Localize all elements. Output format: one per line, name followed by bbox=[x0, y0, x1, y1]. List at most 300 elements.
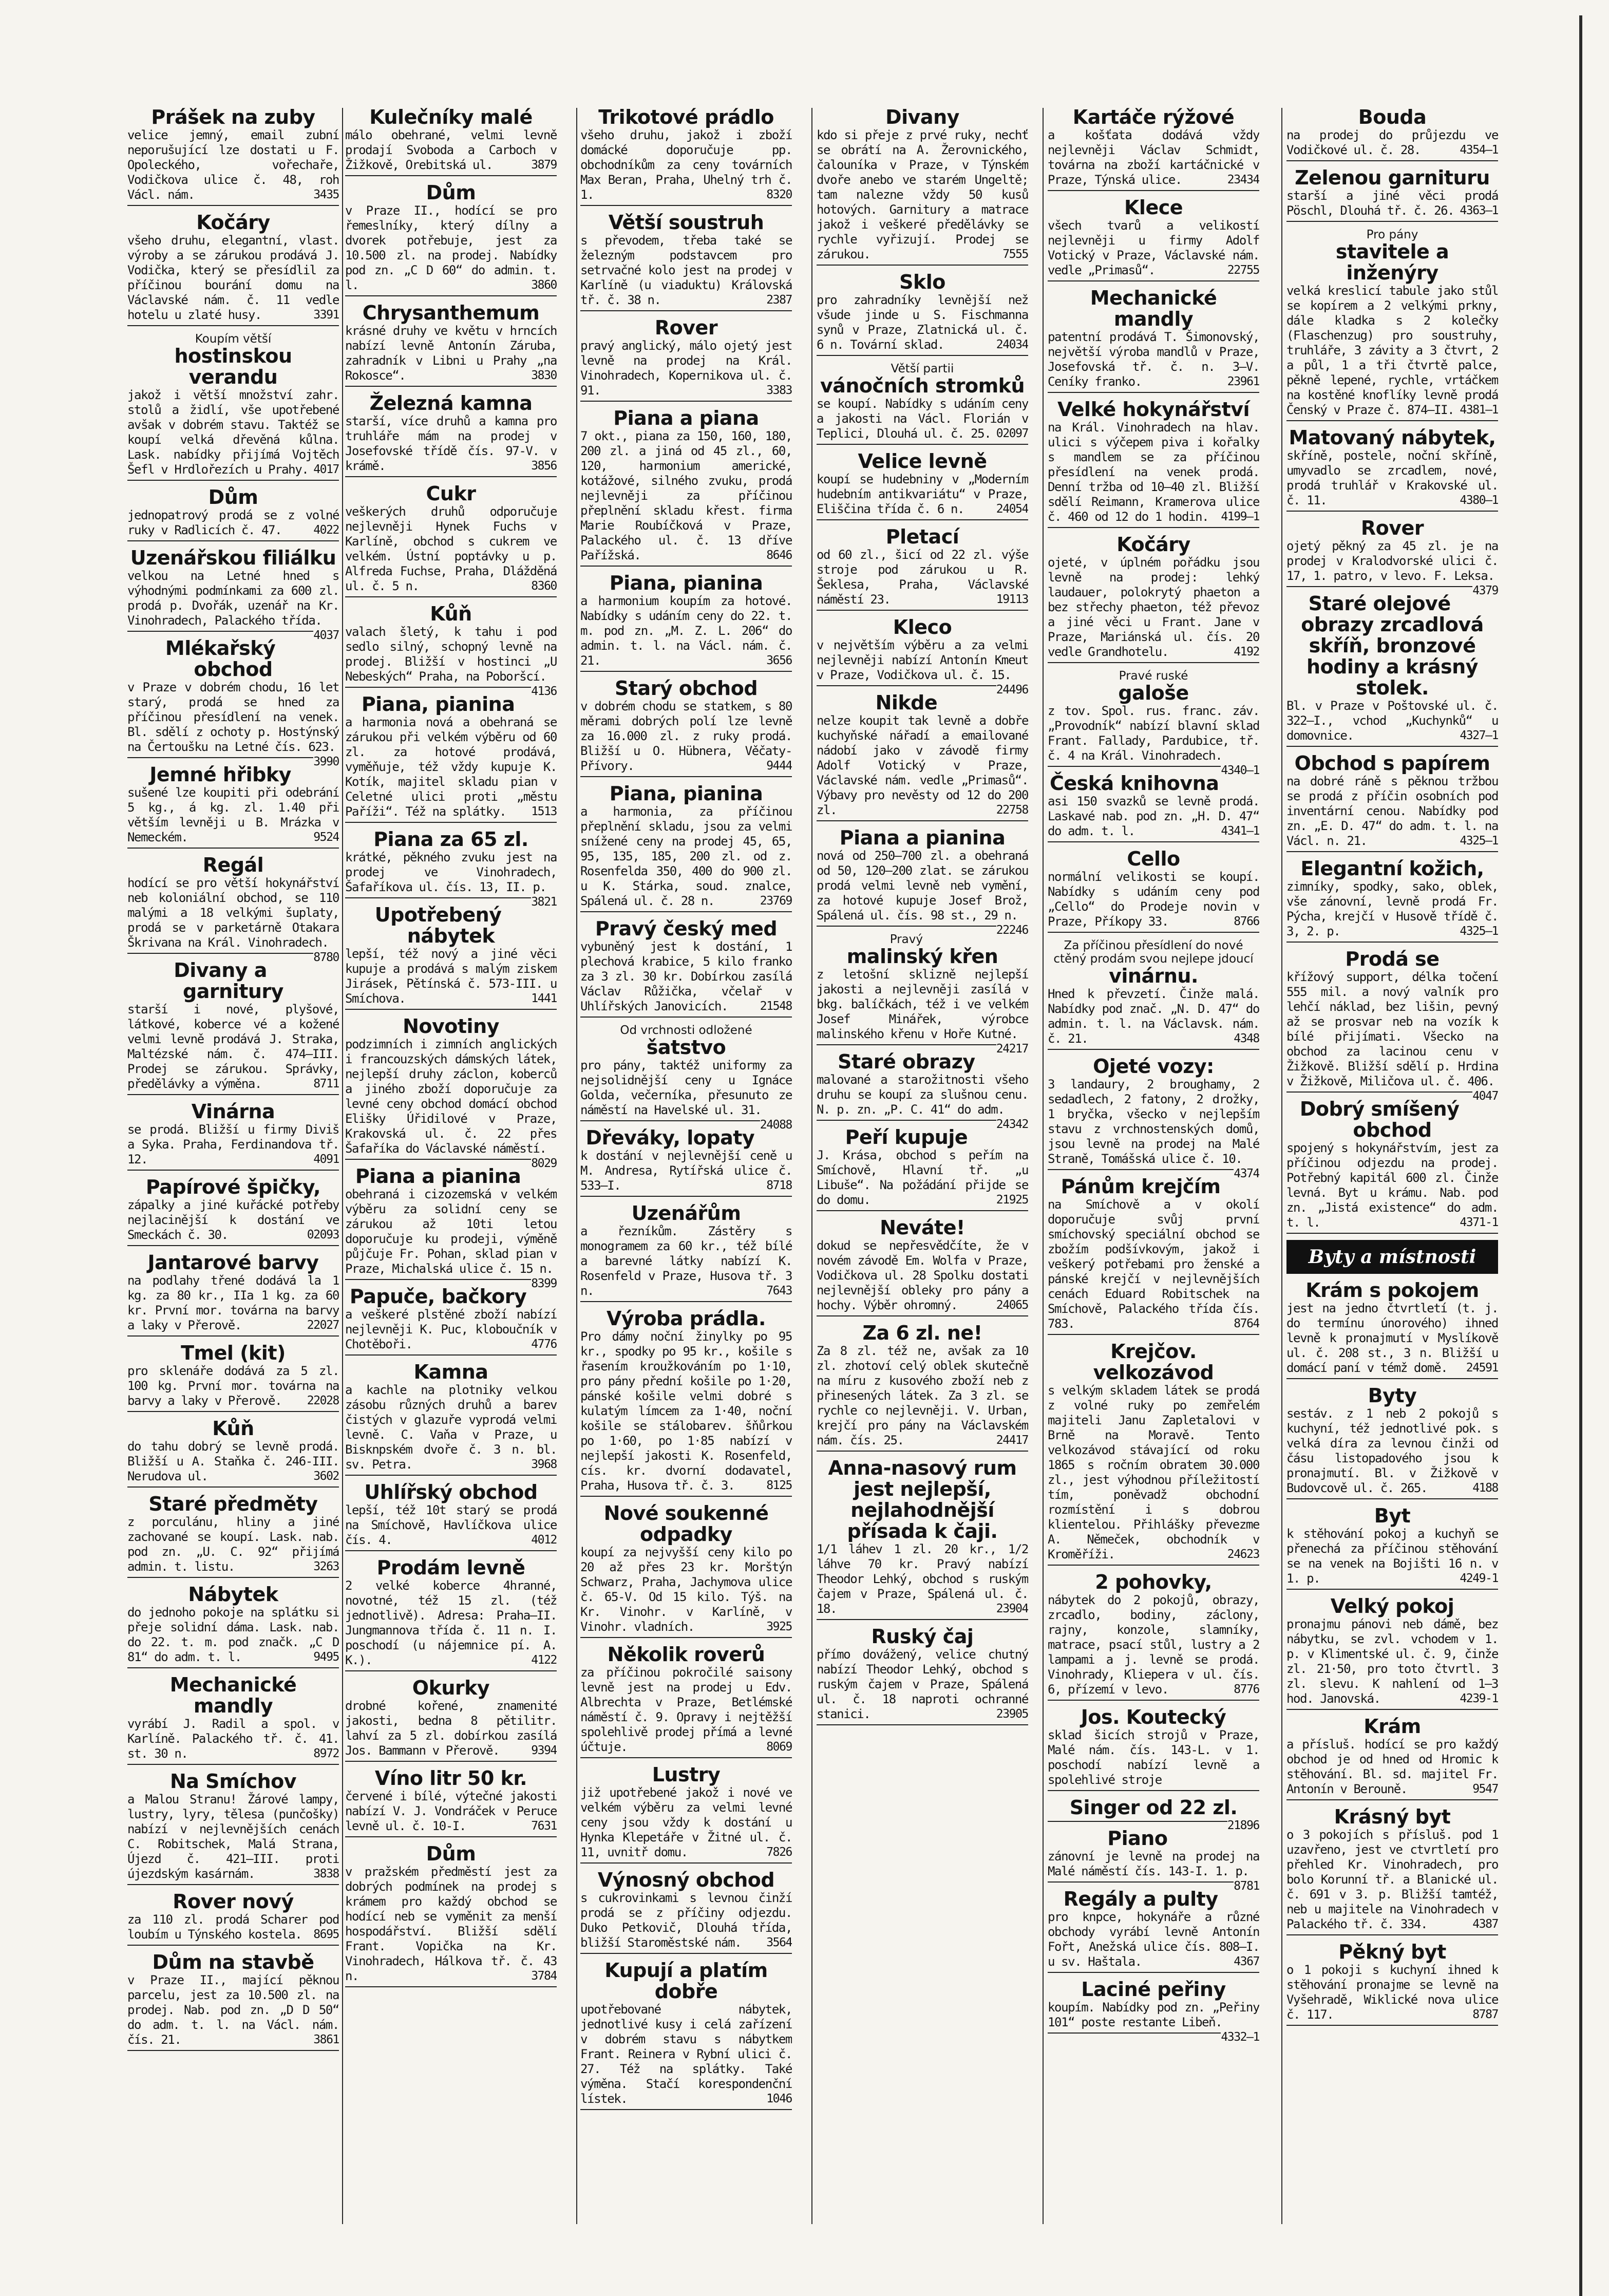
ad-separator bbox=[127, 757, 313, 758]
ad-number: 22755 bbox=[1227, 264, 1259, 277]
ad-text: koupím. Nabídky pod zn. „Peřiny 101“ poste restante Libeň. bbox=[1048, 2000, 1259, 2029]
ad-separator bbox=[345, 1475, 557, 1476]
ad-number: 24342 bbox=[996, 1118, 1028, 1131]
ad-separator bbox=[817, 685, 996, 686]
ad-text: pro pány, taktéž uniformy za nejsolidnější ceny u Ignáce Golda, večerníka, přesunuto ze náměstí na Havelské ul. 31. bbox=[580, 1058, 792, 1117]
ad-text: v největším výběru a za velmi nejlevněji nabízí Antonín Kmeut v Praze, Vodičkova ul. č. 15. bbox=[817, 638, 1028, 682]
ad-title: Prodám levně bbox=[376, 1556, 525, 1579]
ad-title: Neváte! bbox=[880, 1216, 965, 1239]
column-rule bbox=[576, 108, 577, 2224]
classified-ad bbox=[345, 905, 557, 1010]
ad-title: Uzenářskou filiálku bbox=[130, 547, 336, 569]
ad-body bbox=[345, 203, 557, 293]
ad-body bbox=[817, 472, 1028, 517]
ad-number: 4341—1 bbox=[1221, 824, 1259, 838]
ad-text: pravý anglický, málo ojetý jest levně na prodej na Král. Vinohradech, Kopernikova ul. č. 91. bbox=[580, 338, 792, 398]
ad-separator bbox=[1286, 1799, 1498, 1800]
ad-body bbox=[580, 1545, 792, 1634]
ad-text: zápalky a jiné kuřácké potřeby nejlacinější k dostání ve Smeckách č. 30. bbox=[127, 1198, 339, 1242]
ad-body bbox=[345, 504, 557, 594]
ad-title: Nové soukenné odpadky bbox=[603, 1502, 769, 1546]
ad-separator bbox=[127, 1411, 339, 1412]
ad-number: 8646 bbox=[766, 549, 792, 562]
ad-body bbox=[345, 715, 557, 819]
ad-body bbox=[345, 625, 557, 698]
ad-separator bbox=[345, 596, 557, 597]
classified-ad bbox=[580, 1308, 792, 1497]
ad-kicker: Pro pány bbox=[1366, 228, 1418, 241]
classified-ad bbox=[817, 107, 1028, 266]
ad-separator bbox=[127, 631, 313, 632]
ad-separator bbox=[580, 1862, 792, 1864]
ad-title: Byty bbox=[1368, 1384, 1417, 1407]
ad-kicker: Za příčinou přesídlení do nové ctěný prodám svou nejlepe jdoucí bbox=[1053, 939, 1254, 966]
classified-ad bbox=[1286, 858, 1498, 943]
classified-ad bbox=[580, 678, 792, 777]
ad-number: 3856 bbox=[531, 459, 557, 473]
ad-text: z porculánu, hliny a jiné zachované se koupí. Lask. nab. pod zn. „U. C. 92“ přijímá admin. t. listu. bbox=[127, 1515, 339, 1574]
ad-text: červené i bílé, výtečné jakosti nabízí V. J. Vondráček v Peruce levně ul. č. 10-I. bbox=[345, 1789, 557, 1833]
classified-ad bbox=[1286, 1806, 1498, 1935]
ad-separator bbox=[345, 822, 557, 823]
ad-separator bbox=[1286, 746, 1498, 747]
classified-ad bbox=[1286, 1942, 1498, 2026]
column-rule bbox=[811, 108, 812, 2224]
ad-kicker: Větší partii bbox=[891, 362, 954, 375]
ad-title: Staré obrazy bbox=[838, 1050, 975, 1073]
ad-text: podzimních i zimních anglických i francouzských dámských látek, nejlepší druhy záclon, koberců a jiného zboží doporučuje za levné ceny obchod domácí obchod Elišky Úřidilové v Praze, Krakovská ul. č. 22 přes Šafaříka do Václavské náměstí. bbox=[345, 1037, 557, 1156]
classified-ad bbox=[1048, 669, 1259, 777]
ad-separator bbox=[1048, 392, 1259, 393]
classified-ad bbox=[345, 603, 557, 698]
ad-title: Výroba prádla. bbox=[607, 1307, 766, 1330]
ad-title: Jos. Koutecký bbox=[1081, 1706, 1226, 1728]
ad-title: Piana, pianina bbox=[609, 572, 763, 594]
ad-body bbox=[1048, 1849, 1259, 1893]
ad-separator bbox=[1048, 1972, 1259, 1973]
ad-number: 8399 bbox=[531, 1277, 557, 1290]
ad-text: a harmonium koupím za hotové. Nabídky s udáním ceny do 22. t. m. pod zn. „M. Z. L. 206“ do admin. t. l. na Václ. nám. č. 21. bbox=[580, 594, 792, 668]
ad-body bbox=[127, 785, 339, 845]
ad-separator bbox=[127, 1245, 339, 1246]
ad-body bbox=[127, 876, 339, 964]
ad-number: 22758 bbox=[996, 803, 1028, 817]
ad-body bbox=[1286, 128, 1498, 158]
ad-title: Zelenou garnituru bbox=[1295, 166, 1490, 189]
ad-text: a řezníkům. Zástěry s monogramem za 60 kr., též bílé a barevné látky nabízí K. Rosenfeld v Praze, Husova tř. 3 n. bbox=[580, 1224, 792, 1298]
ad-body bbox=[1048, 1910, 1259, 1969]
ad-separator bbox=[817, 1315, 1028, 1316]
ad-separator bbox=[1286, 1091, 1472, 1093]
ad-title: Cukr bbox=[426, 482, 476, 505]
ad-title: Anna-nasový rum jest nejlepší, nejlahodnější přísada k čaji. bbox=[828, 1457, 1017, 1542]
ad-number: 4188 bbox=[1472, 1481, 1498, 1495]
ad-separator bbox=[1286, 1589, 1498, 1590]
ad-body bbox=[1048, 704, 1259, 777]
ad-text: a veškeré plstěné zboží nabízí nejlevněji K. Puc, kloboučník v Chotěboři. bbox=[345, 1307, 557, 1351]
ad-title: Cello bbox=[1127, 848, 1180, 870]
ad-body bbox=[1286, 539, 1498, 597]
ad-number: 02097 bbox=[996, 427, 1028, 440]
ad-separator bbox=[817, 1724, 1028, 1725]
ad-separator bbox=[127, 1486, 339, 1488]
classified-ad bbox=[1286, 1099, 1498, 1234]
ad-number: 4249-1 bbox=[1460, 1572, 1498, 1585]
ad-text: sestáv. z 1 neb 2 pokojů s kuchyní, též jednotlivé pok. s velká díra za levnou činži od čásu listopadového jsou k pronajmutí. Bl. v Žižkově v Budovcově ul. č. 265. bbox=[1286, 1406, 1498, 1495]
classified-ad bbox=[1286, 107, 1498, 161]
ad-title: Krám bbox=[1364, 1715, 1421, 1738]
ad-separator bbox=[1286, 221, 1498, 222]
ad-title: Větší soustruh bbox=[608, 211, 764, 234]
ad-body bbox=[345, 1503, 557, 1548]
ad-title: Regál bbox=[202, 854, 264, 876]
classified-ad bbox=[127, 1494, 339, 1578]
classified-ad bbox=[1286, 593, 1498, 747]
ad-body bbox=[1048, 420, 1259, 524]
ad-body bbox=[817, 128, 1028, 262]
ad-separator bbox=[1048, 1700, 1259, 1701]
ad-title: Mlékařský obchod bbox=[165, 637, 276, 681]
ad-number: 21548 bbox=[760, 1000, 792, 1013]
ad-text: asi 150 svazků se levně prodá. Laskavé nab. pod zn. „H. D. 47“ do adm. t. l. bbox=[1048, 794, 1259, 838]
ad-text: starší i nové, plyšové, látkové, koberce vé a kožené velmi levně prodává J. Straka, Maltézské nám. č. 474—III. Prodej se zárukou. Správky, předělávky a výměna. bbox=[127, 1002, 339, 1091]
ad-separator bbox=[1286, 586, 1472, 587]
classified-ad bbox=[1048, 197, 1259, 281]
ad-separator bbox=[345, 1159, 531, 1160]
classified-ad bbox=[580, 408, 792, 567]
ad-text: o 1 pokoji s kuchyní ihned k stěhování pronajme se levně na Vyšehradě, Wiklické nova ulice č. 117. bbox=[1286, 1963, 1498, 2022]
ad-title: Pravý český med bbox=[595, 917, 778, 940]
ad-separator bbox=[1286, 511, 1498, 512]
ad-title: Dům bbox=[208, 486, 258, 509]
ad-text: hodící se pro větší hokynářství neb koloniální obchod, se 110 malými a 18 velkými šuplaty, prodá se v parketárně Otakara Škrivana na Král. Vinohradech. bbox=[127, 876, 339, 950]
ad-body bbox=[1286, 879, 1498, 939]
ad-text: a kachle na plotniky velkou zásobu různých druhů a barev čistých v glazuře vyprodá velmi levně. C. Vaňa v Praze, u Bisknpském dvoře č. 3 n. bl. sv. Petra. bbox=[345, 1383, 557, 1472]
ad-body bbox=[580, 1224, 792, 1298]
ad-title: Ruský čaj bbox=[871, 1625, 974, 1648]
ad-number: 4332—1 bbox=[1221, 2030, 1259, 2044]
ad-text: drobné kořené, znamenité jakosti, bedna 8 pětilitr. lahví za 5 zl. dobírkou zasílá Jos. Bammann v Přerově. bbox=[345, 1699, 557, 1758]
classified-ad bbox=[1048, 939, 1259, 1050]
classified-ad bbox=[580, 1960, 792, 2110]
classified-ad bbox=[817, 526, 1028, 611]
ad-body bbox=[345, 1187, 557, 1290]
ad-number: 4354—1 bbox=[1460, 143, 1498, 157]
classified-ad bbox=[817, 1127, 1028, 1211]
ad-number: 1046 bbox=[766, 2092, 792, 2105]
ad-number: 8776 bbox=[1234, 1683, 1259, 1696]
ad-separator bbox=[580, 1757, 792, 1758]
ad-body bbox=[127, 1973, 339, 2047]
classified-ad bbox=[345, 1678, 557, 1762]
ad-body bbox=[1048, 794, 1259, 839]
ad-title: Staré předměty bbox=[148, 1493, 318, 1515]
ad-number: 22246 bbox=[996, 924, 1028, 937]
ad-separator bbox=[127, 480, 339, 481]
ad-number: 4374 bbox=[1234, 1167, 1259, 1180]
ad-title: Kočáry bbox=[1116, 533, 1190, 556]
ad-title: Upotřebený nábytek bbox=[374, 904, 502, 947]
classified-ad bbox=[1048, 1827, 1259, 1893]
ad-title: Pánům krejčím bbox=[1061, 1175, 1221, 1198]
classified-ad bbox=[1048, 1707, 1259, 1791]
classified-ad bbox=[817, 1217, 1028, 1316]
ad-separator bbox=[345, 476, 557, 477]
classified-ad bbox=[127, 637, 339, 768]
ad-separator bbox=[127, 540, 339, 541]
ad-number: 8069 bbox=[766, 1740, 792, 1754]
ad-text: velice jemný, email zubní neporušující lze dostati u F. Opoleckého, vořechaře, Vodičkova ulice č. 48, roh Václ. nám. bbox=[127, 128, 339, 202]
ad-title: Staré olejové obrazy zrcadlová skříň, bronzové hodiny a krásný stolek. bbox=[1301, 592, 1484, 699]
ad-separator bbox=[1048, 841, 1259, 842]
ad-number: 4192 bbox=[1234, 645, 1259, 658]
ad-text: jakož i větší množství zahr. stolů a židlí, vše upotřebené avšak v dobrém stavu. Taktéž se koupí velká dřevěná kůlna. Lask. nabídky přijímá Vojtěch Šefl v Hrdlořezích u Prahy. bbox=[127, 388, 339, 477]
column-2 bbox=[345, 107, 557, 2228]
ad-body bbox=[345, 1307, 557, 1352]
ad-body bbox=[817, 1542, 1028, 1616]
classified-ad bbox=[345, 1843, 557, 1987]
classified-ad bbox=[817, 1050, 1028, 1131]
ad-title: Dům bbox=[426, 181, 476, 204]
ad-number: 9394 bbox=[531, 1744, 557, 1757]
ad-title: Piana a pianina bbox=[839, 826, 1006, 849]
ad-number: 8718 bbox=[766, 1179, 792, 1192]
ad-separator bbox=[817, 1210, 1028, 1211]
ad-number: 23961 bbox=[1227, 375, 1259, 388]
ad-separator bbox=[127, 2050, 339, 2051]
ad-number: 4387 bbox=[1472, 1917, 1498, 1931]
ad-body bbox=[1048, 987, 1259, 1046]
ad-number: 4199—1 bbox=[1221, 510, 1259, 523]
ad-body bbox=[580, 1665, 792, 1755]
classified-ad bbox=[345, 483, 557, 597]
ad-separator bbox=[1048, 662, 1259, 663]
ad-separator bbox=[345, 1670, 557, 1671]
column-rule bbox=[1281, 108, 1282, 2224]
ad-number: 21925 bbox=[996, 1193, 1028, 1207]
classified-ad bbox=[580, 1503, 792, 1638]
ad-separator bbox=[345, 1761, 557, 1762]
classified-ad bbox=[580, 1127, 792, 1197]
ad-text: nábytek do 2 pokojů, obrazy, zrcadlo, bodiny, záclony, rajny, konzole, slamníky, matrace, psací stůl, lustry a 2 lampami a j. levně se prodá. Vinohrady, Kliepera v ul. čís. 6, přízemí v levo. bbox=[1048, 1593, 1259, 1697]
ad-number: 4239-1 bbox=[1460, 1692, 1498, 1705]
classified-ad bbox=[580, 783, 792, 912]
ad-body bbox=[127, 128, 339, 202]
classified-ad bbox=[127, 1952, 339, 2051]
classified-ad bbox=[580, 1764, 792, 1864]
ad-number: 3968 bbox=[531, 1458, 557, 1471]
ad-separator bbox=[1048, 2032, 1221, 2034]
ad-text: starší, více druhů a kamna pro truhláře mám na prodej v Josefovské třídě čís. 97-V. v krámě. bbox=[345, 414, 557, 473]
ad-text: pro knpce, hokynáře a různé obchody vyrábí levně Antonín Fořt, Anežská ulice čís. 808—I. u sv. Haštala. bbox=[1048, 1910, 1259, 1969]
ad-text: v Praze II., hodící se pro řemeslníky, který dílny a dvorek potřebuje, jest za 10.500 zl. na prodej. Nabídky pod zn. „C D 60“ do admin. t. l. bbox=[345, 203, 557, 292]
ad-text: z letošní sklizně nejlepší jakosti a nejlevněji zasílá v bkg. balíčkách, též i ve velkém Josef Minářek, výrobce malinského křenu v Hoře Kutné. bbox=[817, 967, 1028, 1041]
ad-body bbox=[580, 2002, 792, 2106]
ad-text: spojený s hokynářstvím, jest za příčinou odjezdu na prodej. Potřebný kapitál 600 zl. Činže levná. Byt u krámu. Nab. pod zn. „Jistá existence“ do adm. t. l. bbox=[1286, 1141, 1498, 1230]
ad-text: o 3 pokojích s přísluš. pod 1 uzavřeno, jest ve ctvrtletí pro přehled Kr. Vinohradech, pro bolo Korunní tř. a Blanické ul. č. 691 v 3. p. Bližší tamtéž, neb u majitele na Vinohradech v Palackého tř. č. 334. bbox=[1286, 1828, 1498, 1931]
ad-separator bbox=[817, 444, 1028, 445]
ad-title: Piana a pianina bbox=[355, 1165, 521, 1188]
ad-body bbox=[345, 1578, 557, 1668]
classified-ad bbox=[1286, 1716, 1498, 1800]
ad-body bbox=[580, 1891, 792, 1950]
ad-title: Piana a piana bbox=[613, 407, 759, 429]
classified-ad bbox=[345, 1768, 557, 1837]
ad-separator bbox=[345, 1009, 557, 1010]
ad-body bbox=[1048, 2000, 1259, 2044]
ad-body bbox=[127, 1912, 339, 1942]
ad-title: Víno litr 50 kr. bbox=[374, 1767, 527, 1790]
ad-text: veškerých druhů odporučuje nejlevněji Hynek Fuchs v Karlíně, obchod s cukrem ve velkém. Ústní poptávky u p. Alfreda Fuchse, Praha, Dlážděná ul. č. 5 n. bbox=[345, 504, 557, 593]
ad-number: 4325—1 bbox=[1460, 925, 1498, 938]
ad-body bbox=[1048, 555, 1259, 660]
classified-ad bbox=[1286, 1596, 1498, 1710]
ad-title: Nikde bbox=[875, 691, 938, 714]
ad-separator bbox=[127, 1764, 339, 1765]
ad-body bbox=[817, 1647, 1028, 1722]
ad-number: 24591 bbox=[1466, 1361, 1498, 1375]
ad-separator bbox=[1286, 942, 1498, 943]
ad-body bbox=[1286, 774, 1498, 849]
classified-ad bbox=[345, 1557, 557, 1671]
ad-title: Papírové špičky, bbox=[145, 1176, 321, 1198]
ad-title: vánočních stromků bbox=[820, 374, 1025, 397]
ad-text: dokud se nepřesvědčíte, že v novém závodě Em. Wolfa v Praze, Vodičkova ul. 28 Spolku dostati nejlevnější obleky pro pány a hochy. Výběr ohromný. bbox=[817, 1238, 1028, 1312]
ad-title: galoše bbox=[1118, 682, 1189, 704]
ad-text: zánovní je levně na prodej na Malé náměstí čís. 143-I. 1. p. bbox=[1048, 1849, 1259, 1878]
ad-number: 24623 bbox=[1227, 1548, 1259, 1561]
classified-ad bbox=[580, 212, 792, 311]
ad-separator bbox=[1048, 1169, 1234, 1170]
ad-title: Piana za 65 zl. bbox=[373, 828, 528, 851]
ad-separator bbox=[580, 1017, 792, 1018]
ad-title: Jantarové barvy bbox=[147, 1251, 319, 1274]
classified-ad bbox=[127, 487, 339, 541]
ad-title: Česká knihovna bbox=[1049, 772, 1219, 795]
ad-separator bbox=[817, 1120, 996, 1121]
ad-separator bbox=[580, 1637, 792, 1638]
classified-ad bbox=[127, 1584, 339, 1668]
ad-separator bbox=[817, 1619, 1028, 1620]
ad-title: Velice levně bbox=[858, 450, 987, 473]
classified-ad bbox=[127, 1252, 339, 1337]
ad-kicker: Od vrchnosti odložené bbox=[620, 1024, 752, 1037]
ad-text: a harmonia nová a obehraná se zárukou při velkém výběru od 60 zl. za hotové prodává, vyměňuje, též vždy kupuje K. Kotík, majitel skladu pian v Celetné ulici proti „městu Paříži“. Též na splátky. bbox=[345, 715, 557, 819]
classified-ad bbox=[1286, 1280, 1498, 1379]
ad-body bbox=[817, 1238, 1028, 1313]
ad-title: Dobrý smíšený obchod bbox=[1299, 1098, 1460, 1141]
ad-text: s cukrovinkami s levnou činží prodá se z příčiny odjezdu. Duko Petkovič, Dlouhá třída, bližší Staroměstské nám. bbox=[580, 1891, 792, 1950]
classified-ad bbox=[127, 107, 339, 206]
ad-title: Železná kamna bbox=[369, 392, 533, 415]
ad-text: velkou na Letné hned s výhodnými podmínkami za 600 zl. prodá p. Dvořák, uzenář na Kr. Vinohradech, Palackého třída. bbox=[127, 569, 339, 628]
ad-title: Ojeté vozy: bbox=[1093, 1055, 1214, 1078]
ad-text: za 110 zl. prodá Scharer pod loubím u Týnského kostela. bbox=[127, 1912, 339, 1942]
ad-body bbox=[345, 128, 557, 173]
ad-separator bbox=[127, 205, 339, 206]
classified-ad bbox=[127, 1771, 339, 1885]
ad-text: již upotřebené jakož i nové ve velkém výběru za velmi levné ceny jsou vždy k dostání u Hynka Klepetáře v Žitné ul. č. 11, uvnitř domu. bbox=[580, 1785, 792, 1859]
ad-text: 1/1 láhev 1 zl. 20 kr., 1/2 láhve 70 kr. Pravý nabízí Theodor Lehký, obchod s ruským čajem v Praze, Spálená ul. č. 18. bbox=[817, 1542, 1028, 1616]
ad-separator bbox=[345, 386, 557, 387]
ad-separator bbox=[817, 926, 996, 927]
ad-text: v pražském předměstí jest za dobrých podmínek na prodej s krámem pro každý obchod se hodící neb se vyměnit za menší hospodářství. Bližší sdělí Frant. Vopička na Kr. Vinohradech, Hálkova tř. č. 43 n. bbox=[345, 1865, 557, 1983]
ad-number: 9524 bbox=[313, 831, 339, 844]
ad-number: 3263 bbox=[313, 1560, 339, 1573]
classified-ad bbox=[1286, 753, 1498, 852]
classified-ad bbox=[127, 1101, 339, 1171]
ad-body bbox=[1286, 189, 1498, 218]
ad-number: 23904 bbox=[996, 1602, 1028, 1615]
ad-body bbox=[1048, 1077, 1259, 1180]
ad-title: Kleco bbox=[893, 616, 952, 638]
ad-body bbox=[1286, 970, 1498, 1103]
ad-text: a harmonia, za příčinou přeplnění skladu, jsou za velmi snížené ceny na prodej 45, 65, 95, 135, 185, 200 zl. od z. Rosenfelda 350, 400 do 900 zl. u K. Stárka, soud. znalce, Spálená ul. č. 28 n. bbox=[580, 804, 792, 908]
page-edge bbox=[1579, 15, 1582, 2296]
ad-number: 22027 bbox=[307, 1319, 339, 1332]
classified-ad bbox=[127, 212, 339, 326]
ad-kicker: Pravé ruské bbox=[1119, 669, 1188, 683]
classified-ad bbox=[345, 1482, 557, 1551]
ad-body bbox=[127, 1717, 339, 1761]
ad-title: Dřeváky, lopaty bbox=[585, 1126, 755, 1149]
ad-text: s převodem, třeba také se železným podstavcem pro setrvačné kolo jest na prodej v Karlíně (u viaduktu) Královská tř. č. 38 n. bbox=[580, 233, 792, 307]
ad-separator bbox=[1286, 1233, 1498, 1234]
ad-number: 8029 bbox=[531, 1157, 557, 1170]
ad-body bbox=[1286, 284, 1498, 418]
ad-separator bbox=[127, 1094, 339, 1095]
ad-separator bbox=[345, 1836, 557, 1837]
ad-text: na Král. Vinohradech na hlav. ulici s výčepem piva i kořalky s mandlem se za příčinou přesídlení na venek prodá. Denní tržba od 10—40 zl. Bližší sdělí Reimann, Kramerova ulice č. 460 od 12 do 1 hodin. bbox=[1048, 420, 1259, 524]
ad-separator bbox=[127, 1170, 339, 1171]
ad-number: 3383 bbox=[766, 384, 792, 397]
ad-text: ojetý pěkný za 45 zl. je na prodej v Kralodvorské ulici č. 17, 1. patro, v levo. F. Leksa. bbox=[1286, 539, 1498, 583]
ad-text: Za 8 zl. též ne, avšak za 10 zl. zhotoví celý oblek skutečně na míru z kusového zboží neb z přinesených látek. Za 3 zl. se rychle co nejlevněji. V. Urban, krejčí pro pány na Václavském nám. čís. 25. bbox=[817, 1344, 1028, 1447]
ad-title: Dům na stavbě bbox=[152, 1951, 314, 1973]
ad-title: Piano bbox=[1107, 1827, 1168, 1850]
ad-body bbox=[345, 414, 557, 474]
ad-text: lepší, též 10t starý se prodá na Smíchově, Havlíčkova ulice čís. 4. bbox=[345, 1503, 557, 1547]
ad-text: Pro dámy noční žinylky po 95 kr., spodky po 95 kr., košile s řasením kroužkováním po 1·10, pro pány přední košile po 1·20, pánské košile velmi dobré s kulatým límcem za 1·40, noční košile se stálobarev. šňůrkou po 1·60, po 1·85 nabízí v nejlepší jakosti K. Rosenfeld, cís. kr. dvorní dodavatel, Praha, Husova tř. č. 3. bbox=[580, 1329, 792, 1493]
ad-body bbox=[127, 680, 339, 768]
ad-body bbox=[580, 1149, 792, 1193]
classified-ad bbox=[345, 1015, 557, 1170]
ad-separator bbox=[817, 610, 1028, 611]
ad-text: koupí se hudebniny v „Moderním hudebním antikvariátu“ v Praze, Eliščina třída č. 6 n. bbox=[817, 472, 1028, 516]
ad-title: Kartáče rýžové bbox=[1072, 107, 1235, 128]
ad-title: Trikotové prádlo bbox=[598, 107, 774, 128]
ad-number: 02093 bbox=[307, 1228, 339, 1241]
ad-title: Kamna bbox=[413, 1361, 488, 1383]
ad-separator bbox=[127, 1577, 339, 1578]
ad-separator bbox=[580, 310, 792, 311]
ad-title: stavitele a inženýry bbox=[1335, 240, 1449, 284]
ad-text: s velkým skladem látek se prodá z volné ruky po zemřelém majiteli Janu Zapletalovi v Brně na Moravě. Tento velkozávod stávající od roku 1865 s ročním obratem 30.000 zl., jest výhodnou příležitostí tím, poněvadž obchodní rozmístění i s dobrou klientelou. Přihlášky převezme A. Němeček, obchodník v Kroměříži. bbox=[1048, 1383, 1259, 1561]
ad-text: se koupí. Nabídky s udáním ceny a jakosti na Václ. Florián v Teplici, Dlouhá ul. č. 25. bbox=[817, 397, 1028, 441]
classified-ad bbox=[345, 182, 557, 296]
ad-title: Klece bbox=[1124, 196, 1183, 219]
ad-text: na Smíchově a v okolí doporučuje svůj první smíchovský speciální obchod se zbožím podšívkovým, jakož i veškerý potřebami pro ženské a pánské krejčí v nejlevnějších cenách Eduard Robitschek na Smíchově, Palackého třída čís. 783. bbox=[1048, 1197, 1259, 1331]
ad-text: krátké, pěkného zvuku jest na prodej ve Vinohradech, Šafaříkova ul. čís. 13, II. p. bbox=[345, 850, 557, 894]
ad-body bbox=[127, 1198, 339, 1243]
ad-text: obehraná i cizozemská v velkém výběru za solidní ceny se zárukou až 10ti letou doporučuje ku prodeji, výměně půjčuje Fr. Pohan, sklad pian v Praze, Michalská ulice č. 15 n. bbox=[345, 1187, 557, 1276]
ad-body bbox=[1286, 1737, 1498, 1797]
classified-ad bbox=[817, 362, 1028, 445]
ad-number: 2387 bbox=[766, 293, 792, 307]
classified-ad bbox=[345, 303, 557, 387]
ad-title: Obchod s papírem bbox=[1294, 752, 1490, 775]
column-rule bbox=[342, 108, 343, 2224]
